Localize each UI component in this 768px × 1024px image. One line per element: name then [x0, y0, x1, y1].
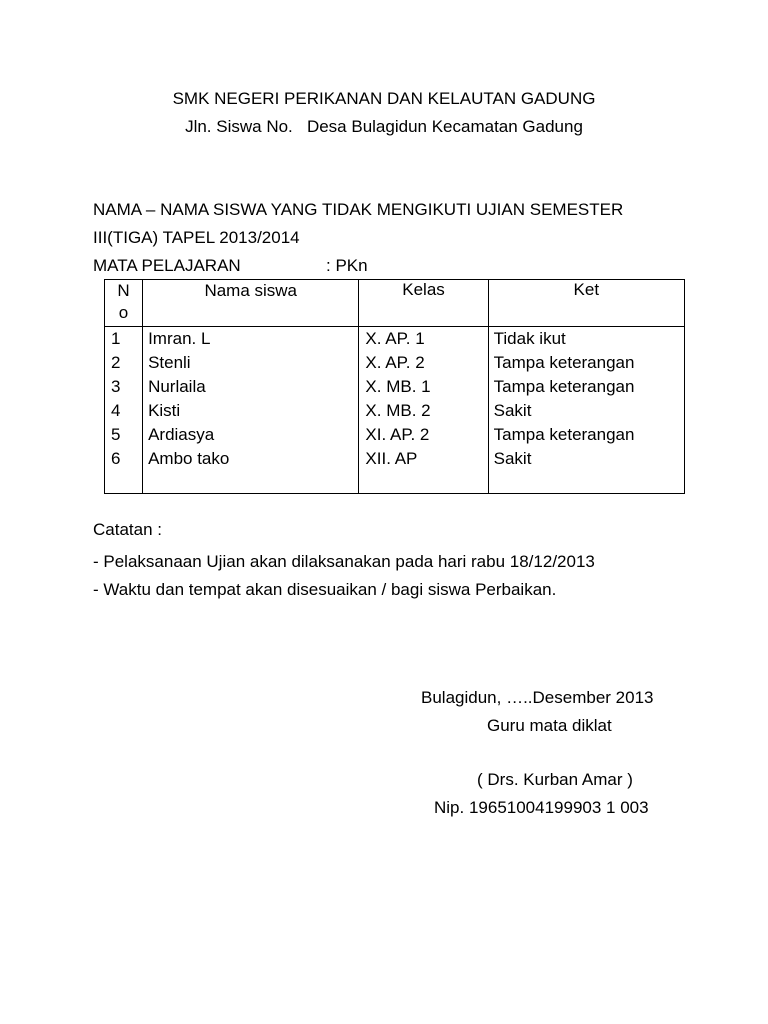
signature-nip: Nip. 19651004199903 1 003	[434, 798, 649, 817]
notes-title: Catatan :	[93, 520, 162, 539]
row-name: Stenli	[148, 353, 191, 372]
document-title-line2: III(TIGA) TAPEL 2013/2014	[93, 228, 300, 247]
row-name: Ardiasya	[148, 425, 215, 444]
document-title-line1: NAMA – NAMA SISWA YANG TIDAK MENGIKUTI UJIAN SEMESTER	[93, 200, 624, 219]
row-kelas: XI. AP. 2	[365, 425, 430, 444]
row-no: 2	[111, 353, 121, 372]
row-no: 6	[111, 449, 121, 468]
subject-label: MATA PELAJARAN	[93, 256, 241, 275]
row-name: Imran. L	[148, 329, 211, 348]
header-no-line2: o	[118, 303, 129, 322]
note-item: - Pelaksanaan Ujian akan dilaksanakan pada hari rabu 18/12/2013	[93, 552, 595, 571]
signature-place-date: Bulagidun, …..Desember 2013	[421, 688, 654, 707]
student-table	[104, 279, 685, 494]
row-no: 3	[111, 377, 121, 396]
row-kelas: X. AP. 1	[365, 329, 425, 348]
row-ket: Tampa keterangan	[493, 377, 635, 396]
row-ket: Tidak ikut	[493, 329, 566, 348]
row-ket: Tampa keterangan	[493, 353, 635, 372]
header-ket: Ket	[488, 280, 684, 327]
signature-name: ( Drs. Kurban Amar )	[477, 770, 633, 789]
row-kelas: X. MB. 2	[365, 401, 431, 420]
table-header-row	[105, 280, 685, 327]
row-no: 4	[111, 401, 121, 420]
header-no	[105, 280, 143, 327]
row-kelas: X. MB. 1	[365, 377, 431, 396]
row-no: 1	[111, 329, 121, 348]
signature-role: Guru mata diklat	[487, 716, 612, 735]
row-ket: Sakit	[493, 449, 532, 468]
row-kelas: X. AP. 2	[365, 353, 425, 372]
row-name: Nurlaila	[148, 377, 206, 396]
row-ket: Tampa keterangan	[493, 425, 635, 444]
school-address: Jln. Siswa No. Desa Bulagidun Kecamatan Gadung	[185, 117, 583, 136]
no-column	[105, 327, 143, 494]
row-name: Ambo tako	[148, 449, 230, 468]
kelas-column	[359, 327, 488, 494]
table-body-row	[105, 327, 685, 494]
ket-column	[488, 327, 684, 494]
header-kelas: Kelas	[359, 280, 488, 327]
note-item: - Waktu dan tempat akan disesuaikan / bagi siswa Perbaikan.	[93, 580, 557, 599]
row-kelas: XII. AP	[365, 449, 418, 468]
school-name: SMK NEGERI PERIKANAN DAN KELAUTAN GADUNG	[172, 89, 596, 108]
row-name: Kisti	[148, 401, 181, 420]
row-no: 5	[111, 425, 121, 444]
row-ket: Sakit	[493, 401, 532, 420]
subject-value: : PKn	[326, 256, 368, 275]
header-no-line1: N	[117, 281, 130, 300]
header-name: Nama siswa	[143, 280, 359, 327]
name-column	[143, 327, 359, 494]
